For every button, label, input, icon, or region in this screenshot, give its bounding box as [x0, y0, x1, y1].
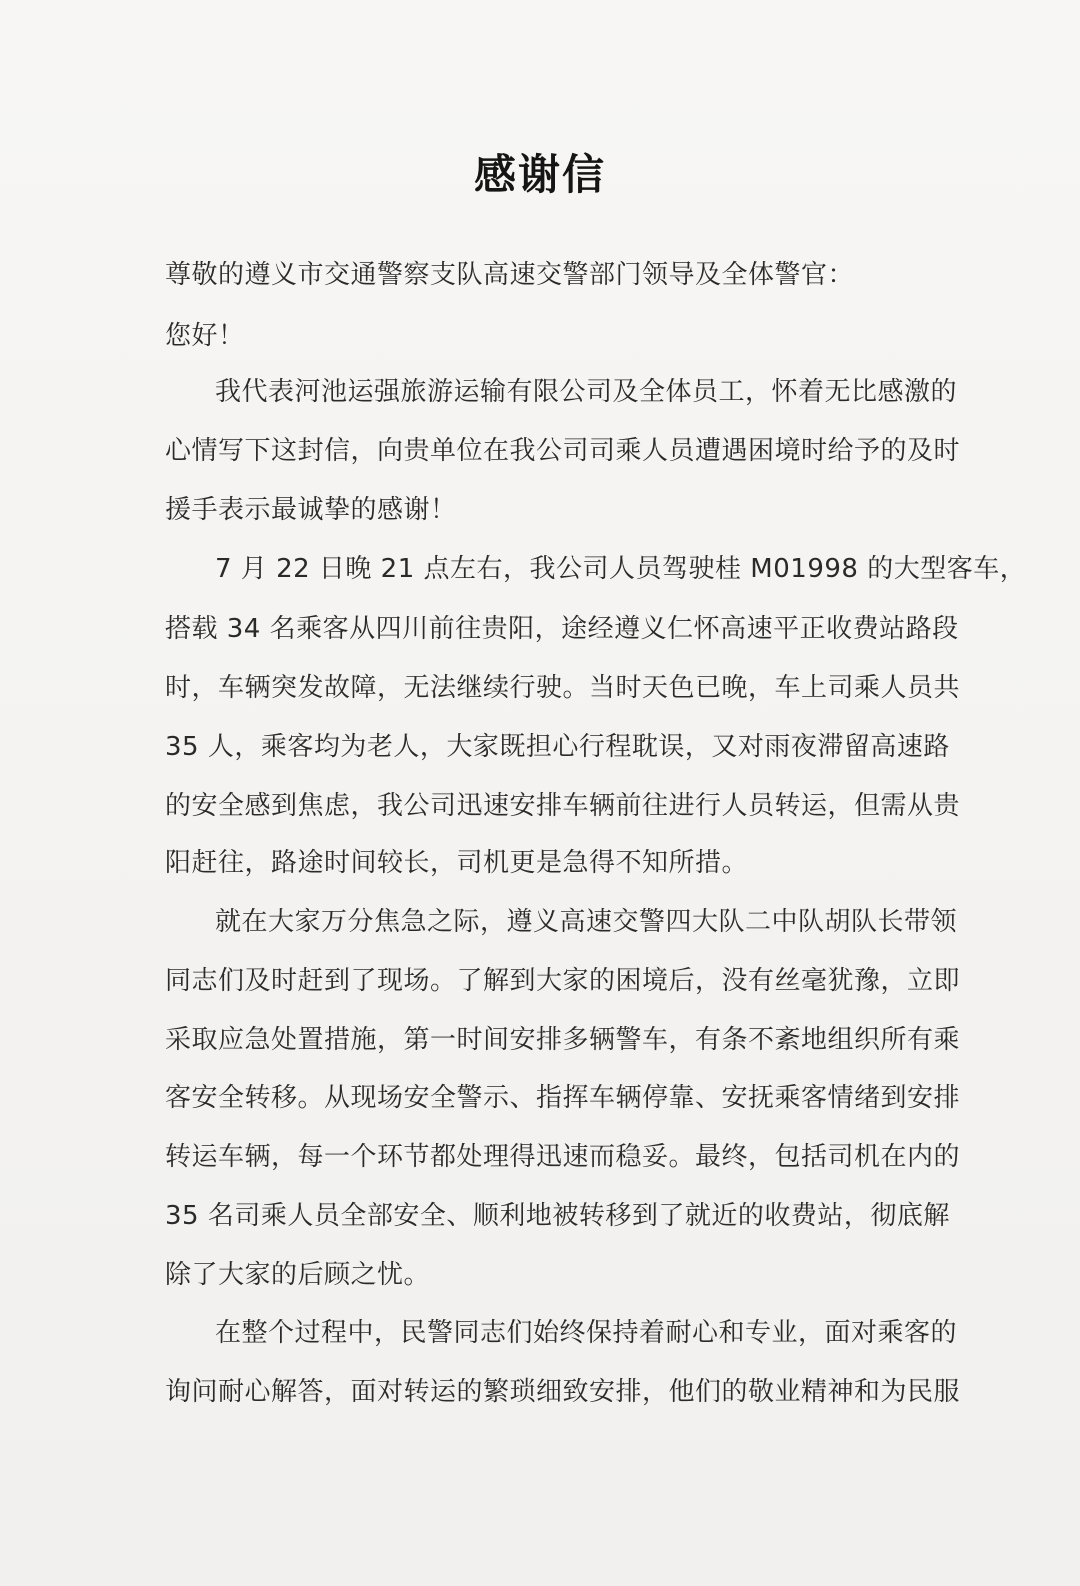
paragraph-2-line-5: 的安全感到焦虑，我公司迅速安排车辆前往进行人员转运，但需从贵	[165, 791, 961, 821]
paragraph-1-line-2: 心情写下这封信，向贵单位在我公司司乘人员遭遇困境时给予的及时	[165, 436, 961, 466]
paragraph-2-line-4: 35 人，乘客均为老人，大家既担心行程耽误，又对雨夜滞留高速路	[165, 732, 950, 762]
paragraph-1-line-3: 援手表示最诚挚的感谢！	[165, 495, 457, 525]
paragraph-2-line-6: 阳赶往，路途时间较长，司机更是急得不知所措。	[165, 848, 749, 878]
paragraph-2-line-1: 7 月 22 日晚 21 点左右，我公司人员驾驶桂 M01998 的大型客车，	[215, 554, 1027, 584]
paragraph-4-line-2: 询问耐心解答，面对转运的繁琐细致安排，他们的敬业精神和为民服	[165, 1377, 961, 1407]
letter-title: 感谢信	[473, 150, 606, 199]
paragraph-4-line-1: 在整个过程中，民警同志们始终保持着耐心和专业，面对乘客的	[215, 1318, 958, 1348]
paragraph-2-line-2: 搭载 34 名乘客从四川前往贵阳，途经遵义仁怀高速平正收费站路段	[165, 614, 959, 644]
paragraph-3-line-3: 采取应急处置措施，第一时间安排多辆警车，有条不紊地组织所有乘	[165, 1025, 961, 1055]
paragraph-3-line-4: 客安全转移。从现场安全警示、指挥车辆停靠、安抚乘客情绪到安排	[165, 1083, 961, 1113]
paragraph-3-line-2: 同志们及时赶到了现场。了解到大家的困境后，没有丝毫犹豫，立即	[165, 966, 961, 996]
greeting: 您好！	[165, 321, 245, 351]
paragraph-3-line-5: 转运车辆，每一个环节都处理得迅速而稳妥。最终，包括司机在内的	[165, 1142, 961, 1172]
paragraph-3-line-7: 除了大家的后顾之忧。	[165, 1260, 431, 1290]
paragraph-3-line-6: 35 名司乘人员全部安全、顺利地被转移到了就近的收费站，彻底解	[165, 1201, 950, 1231]
paragraph-1-line-1: 我代表河池运强旅游运输有限公司及全体员工，怀着无比感激的	[215, 377, 958, 407]
salutation: 尊敬的遵义市交通警察支队高速交警部门领导及全体警官：	[165, 260, 855, 290]
paragraph-3-line-1: 就在大家万分焦急之际，遵义高速交警四大队二中队胡队长带领	[215, 907, 958, 937]
paragraph-2-line-3: 时，车辆突发故障，无法继续行驶。当时天色已晚，车上司乘人员共	[165, 673, 961, 703]
